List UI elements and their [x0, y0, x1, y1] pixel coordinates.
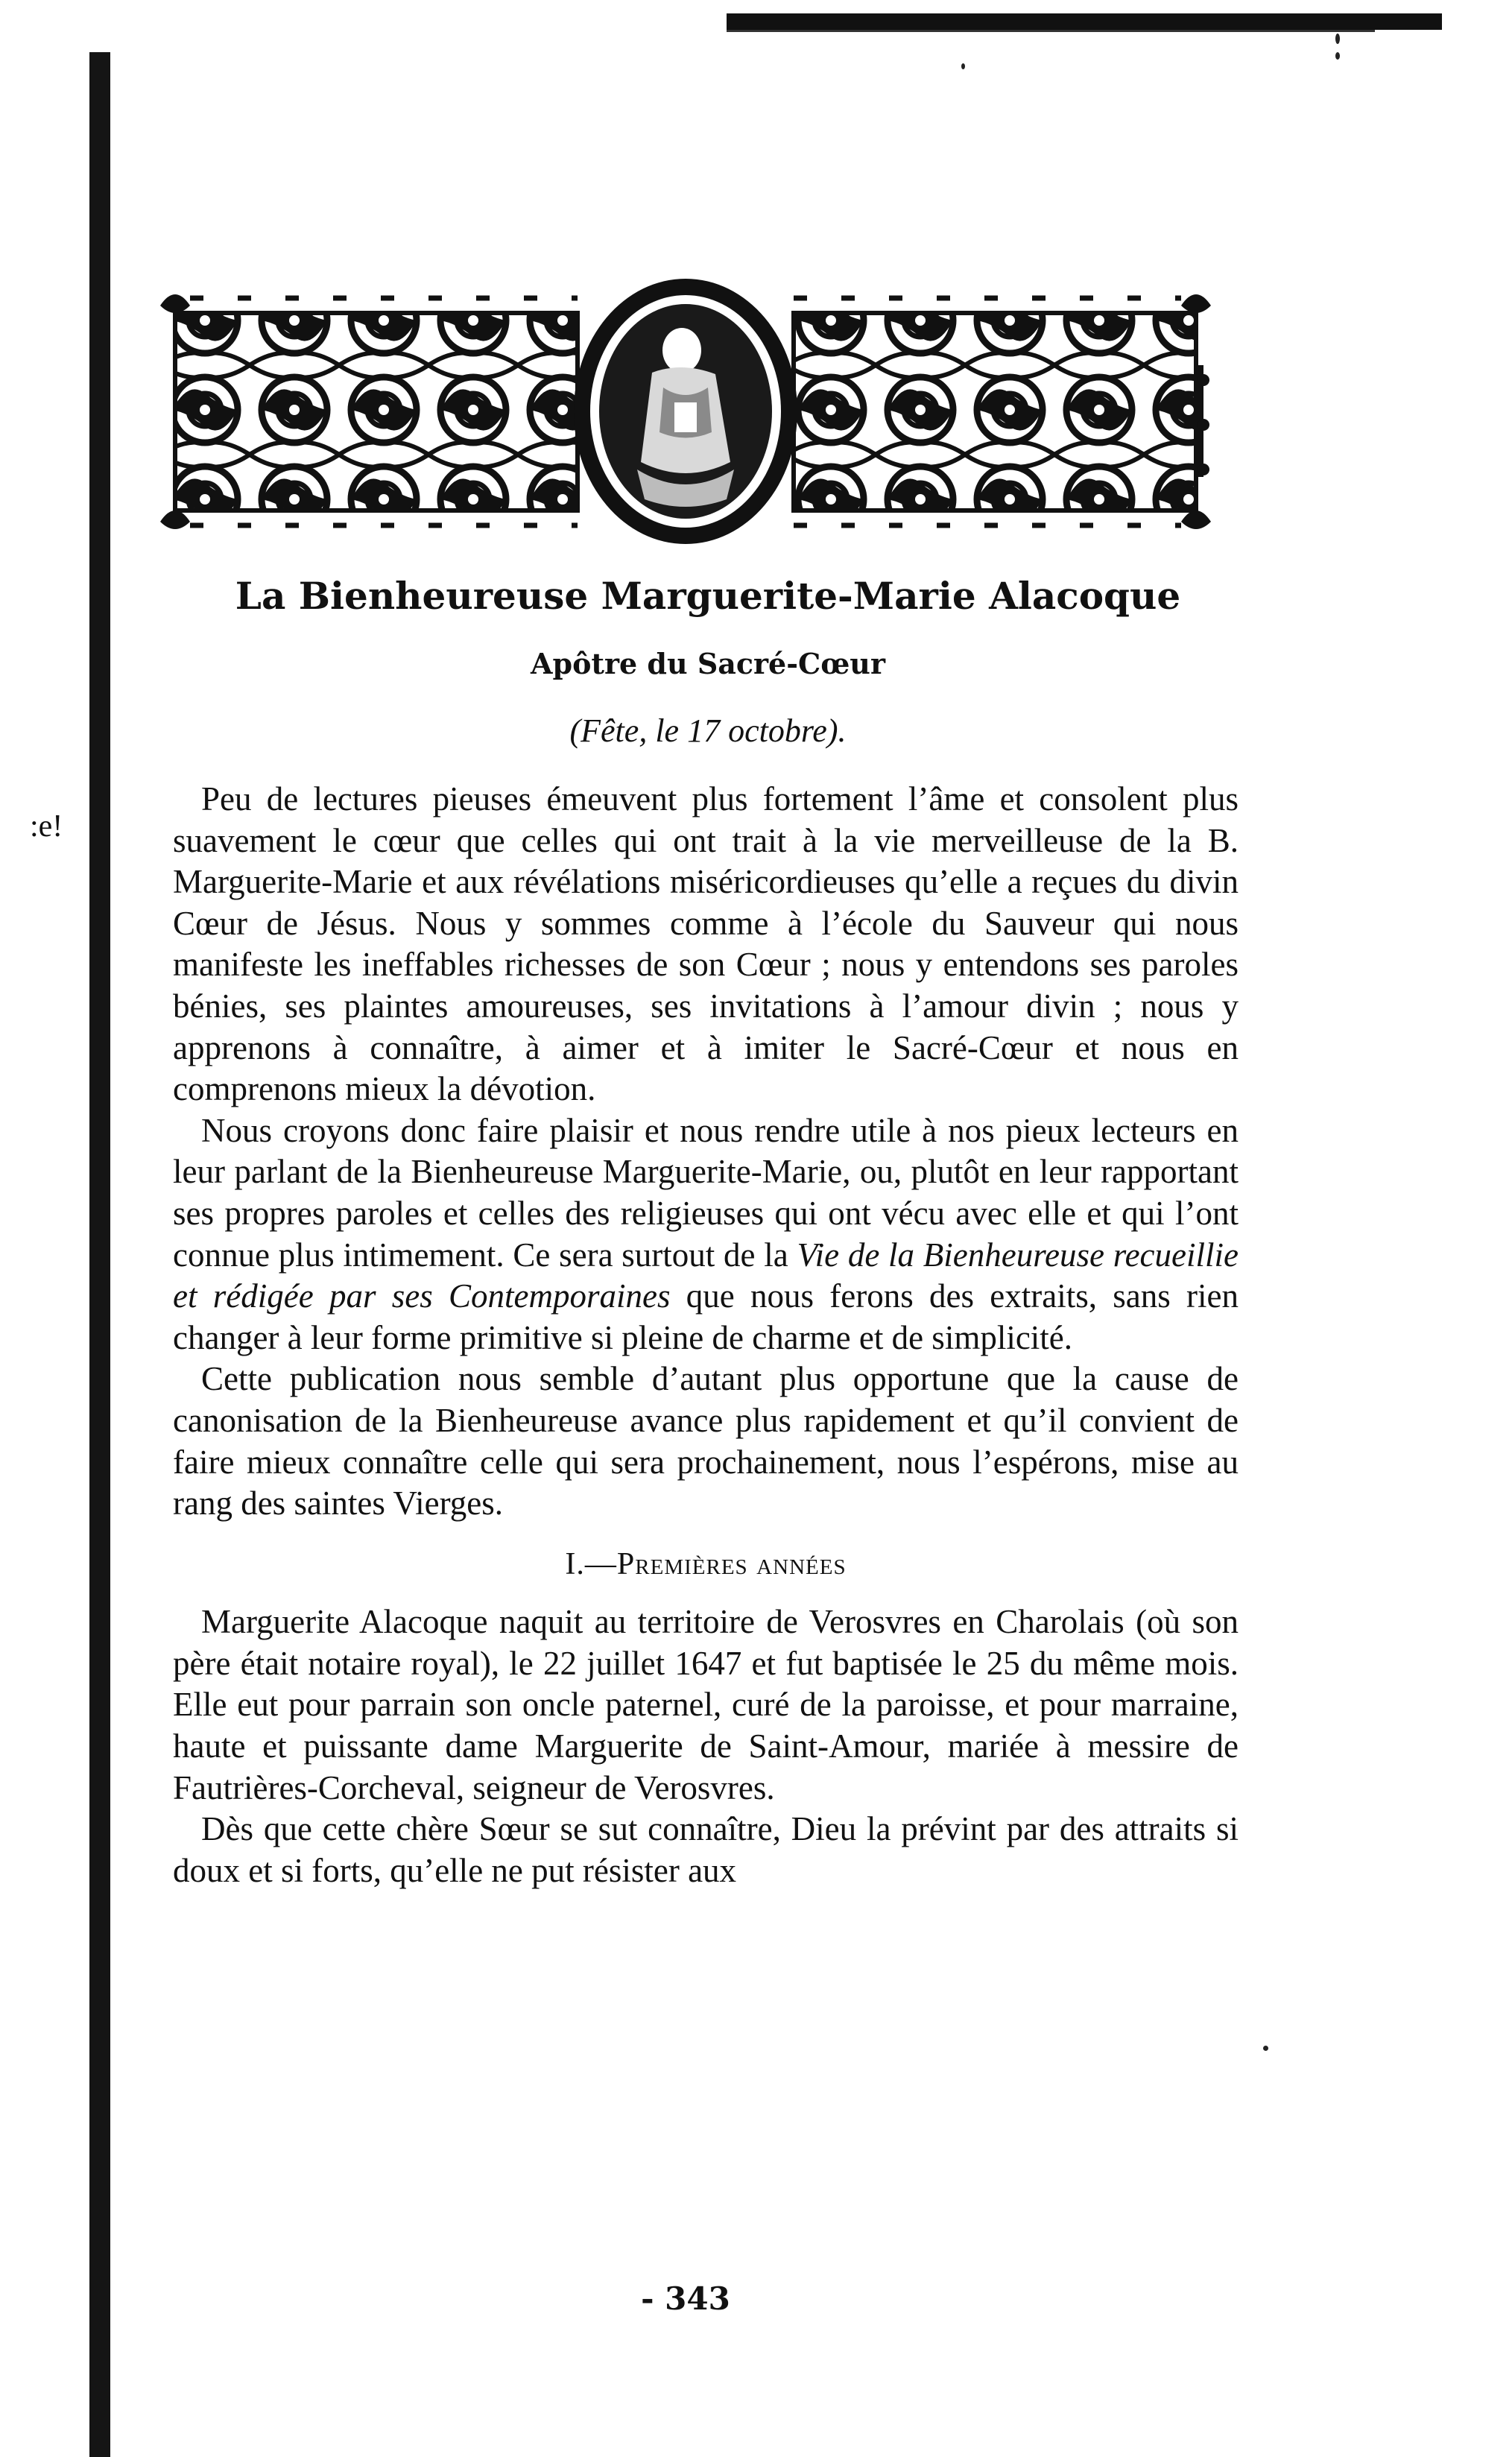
scan-top-rule	[727, 13, 1442, 30]
paragraph-text: que nous ferons des extraits, sans rien changer à leur forme primitive si pleine de charme et de simplicité.	[173, 1277, 1239, 1356]
section-numeral: I.—	[565, 1546, 617, 1581]
paragraph	[173, 1110, 1239, 1359]
scan-speck	[961, 63, 965, 69]
scan-speck	[1335, 52, 1340, 60]
paragraph: Peu de lectures pieuses émeuvent plus fortement l’âme et consolent plus suavement le cœur que celles qui ont trait à la vie merveilleuse de la B. Marguerite-Marie et aux révélations miséricordieuses qu’elle a reçues du divin Cœur de Jésus. Nous y sommes comme à l’école du Sauveur qui nous manifeste les ineffables richesses de son Cœur ; nous y entendons ses paroles bénies, ses plaintes amoureuses, ses invitations à l’amour divin ; nous y apprenons à connaître, à aimer et à imiter le Sacré-Cœur et nous en comprenons mieux la dévotion.	[173, 780, 1239, 1108]
article-body	[173, 779, 1239, 1891]
article-title: La Bienheureuse Marguerite-Marie Alacoque	[235, 574, 1181, 618]
feast-date: (Fête, le 17 octobre).	[569, 712, 847, 749]
scan-speck	[1263, 2046, 1268, 2051]
margin-fragment: :e!	[30, 809, 63, 844]
paragraph-text: Nous croyons donc faire plaisir et nous rendre utile à nos pieux lecteurs en leur parlant de la Bienheureuse Marguerite-Marie, ou, plutôt en leur rapportant ses propres paroles et celles des religieuses qui ont vécu avec elle et qui l’ont connue plus intimement. Ce sera surtout de la	[173, 1111, 1239, 1274]
scan-left-edge	[89, 52, 110, 2457]
ornamental-headpiece-icon	[160, 276, 1211, 544]
paragraph: Marguerite Alacoque naquit au territoire de Verosvres en Charolais (où son père était notaire royal), le 22 juillet 1647 et fut baptisée le 25 du même mois. Elle eut pour parrain son oncle paternel, curé de la paroisse, et pour marraine, haute et puissante dame Marguerite de Saint-Amour, mariée à messire de Fautrières-Corcheval, seigneur de Verosvres.	[173, 1603, 1239, 1806]
paragraph: Cette publication nous semble d’autant plus opportune que la cause de canonisation de la Bienheureuse avance plus rapidement et qu’il convient de faire mieux connaître celle qui sera prochainement, nous l’espérons, mise au rang des saintes Vierges.	[173, 1360, 1239, 1522]
section-heading	[173, 1544, 1239, 1586]
scan-top-rule-thin	[727, 30, 1375, 32]
paragraph: Dès que cette chère Sœur se sut connaître, Dieu la prévint par des attraits si doux et si forts, qu’elle ne put résister aux	[173, 1810, 1239, 1889]
page-number: - 343	[641, 2280, 730, 2317]
scan-speck	[1335, 34, 1340, 44]
section-title: Premières années	[616, 1546, 847, 1581]
cited-book-title: Vie de la Bienheureuse recueillie et rédigée par ses Contemporaines	[173, 1236, 1239, 1315]
article-subtitle: Apôtre du Sacré-Cœur	[531, 647, 885, 680]
